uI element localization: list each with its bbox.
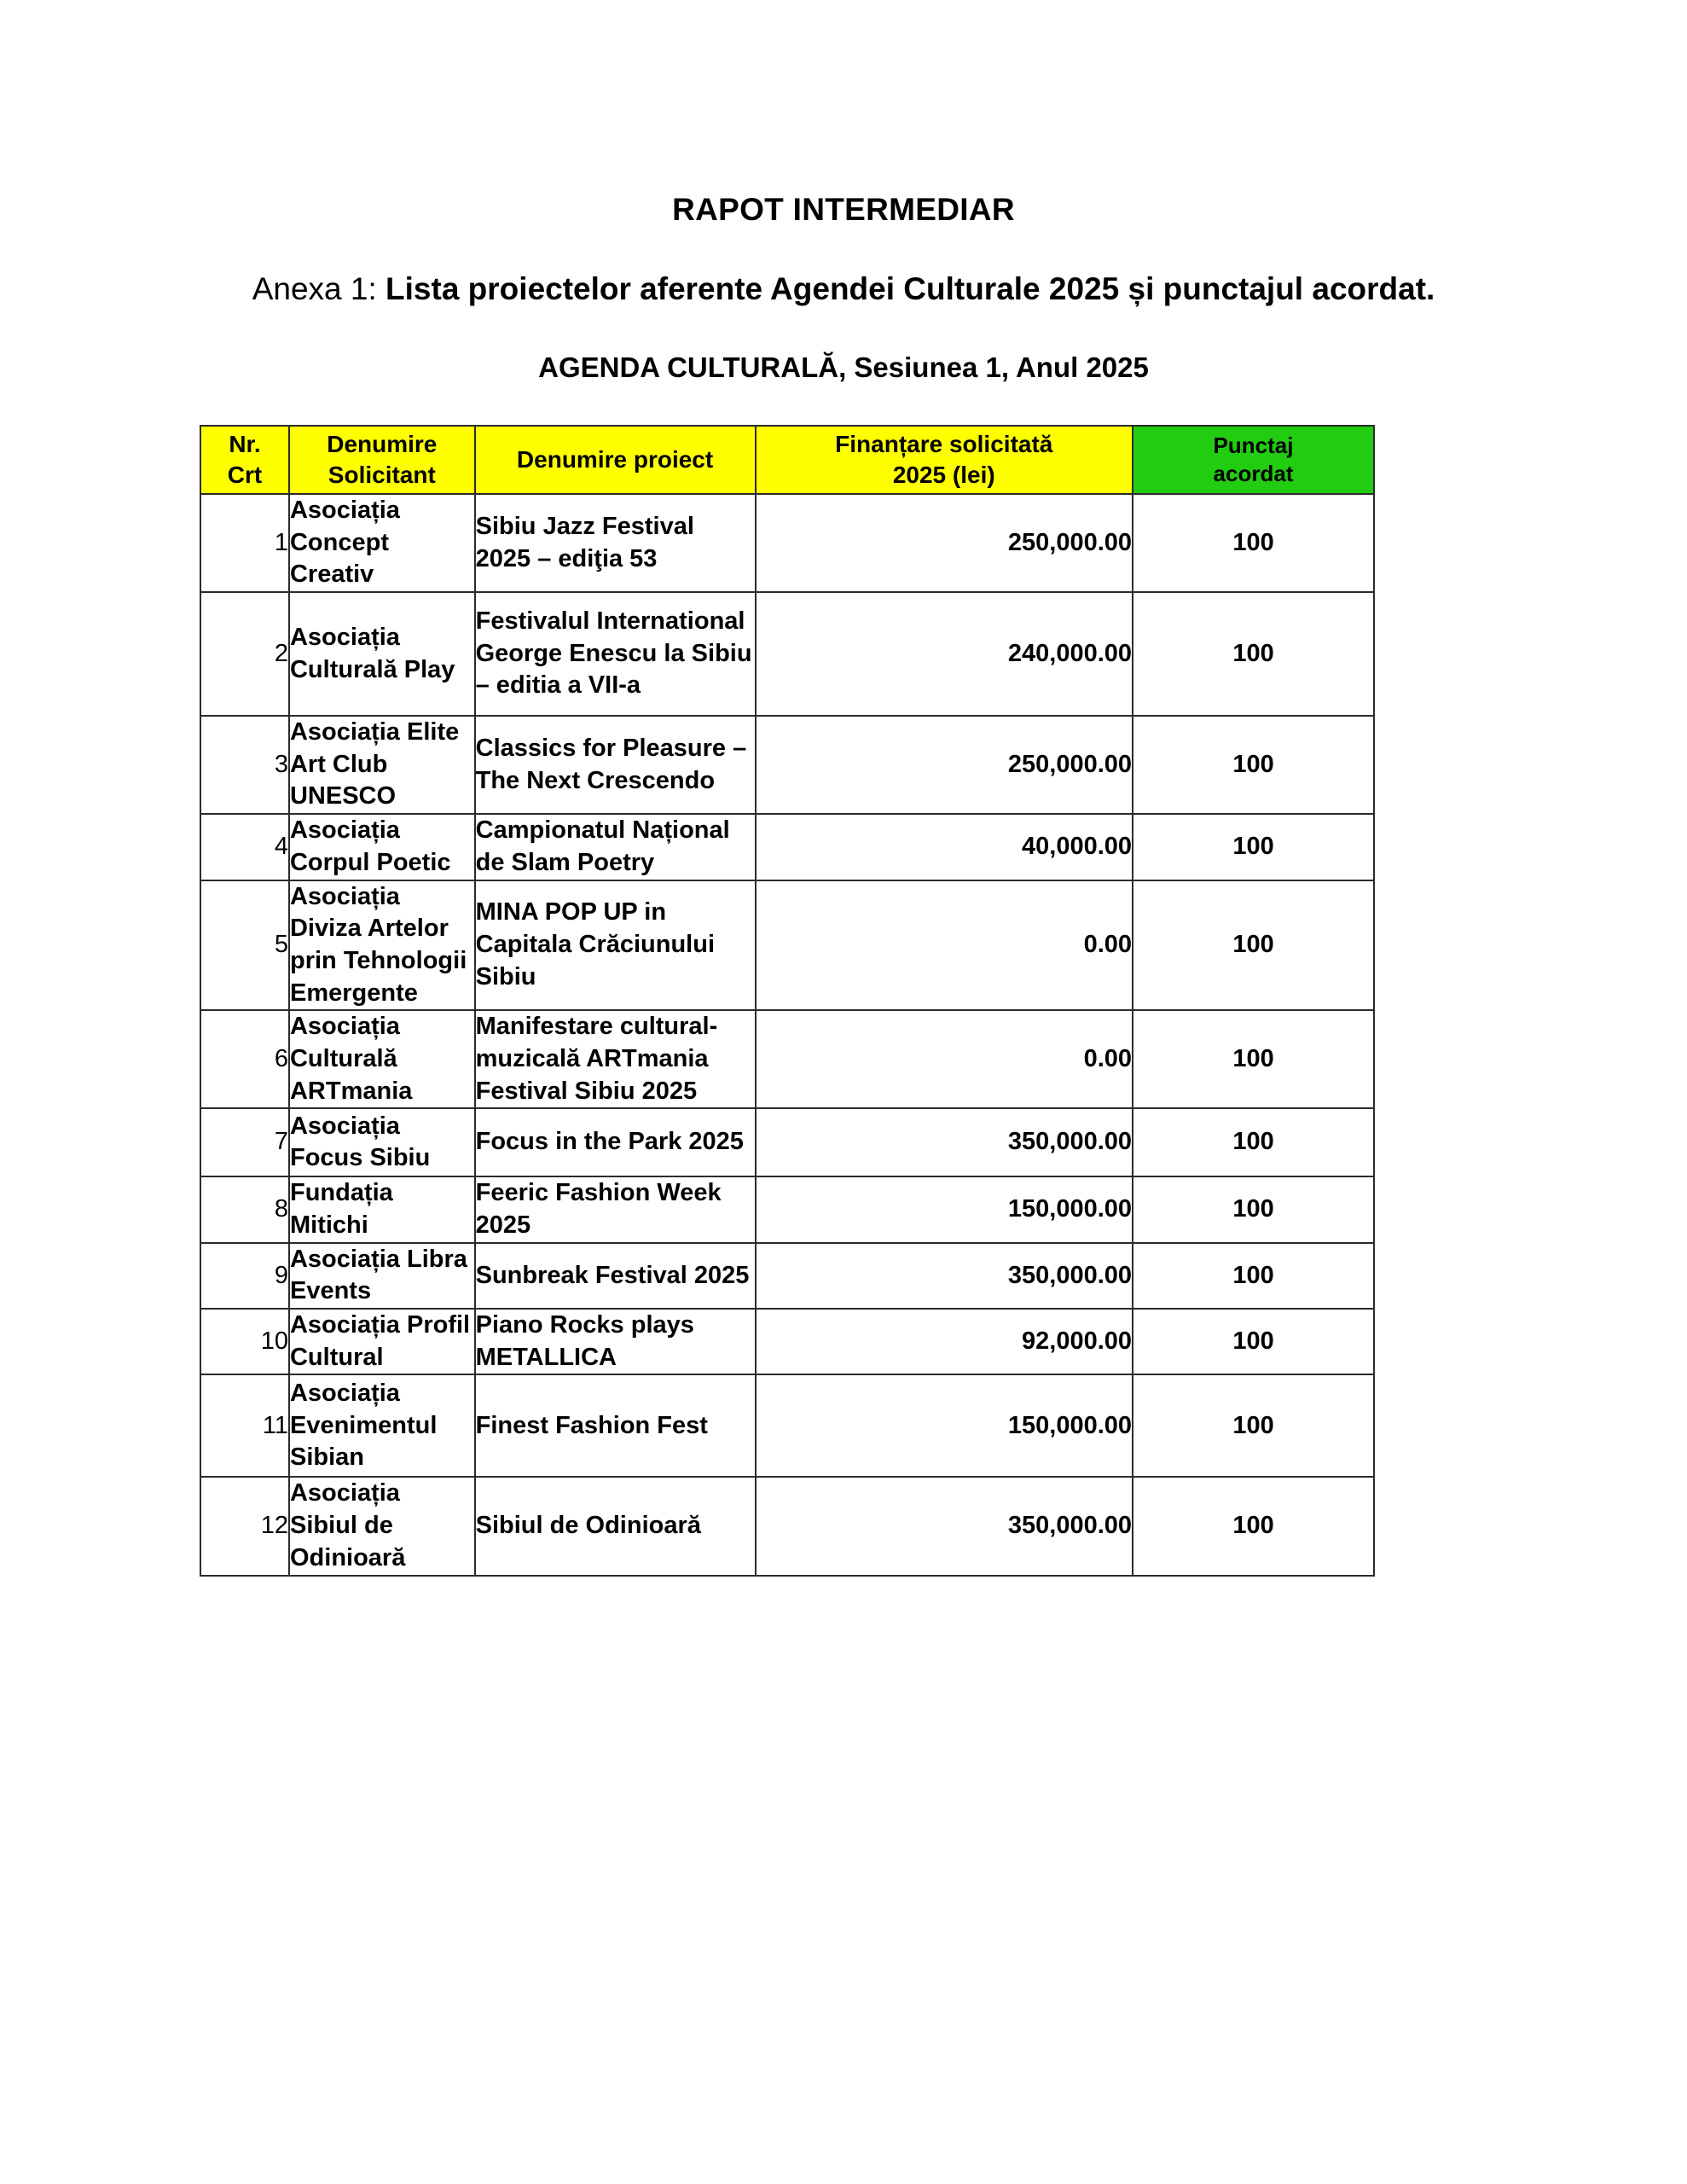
table-header bbox=[200, 426, 1374, 494]
cell-finantare: 350,000.00 bbox=[756, 1477, 1133, 1575]
cell-nr-crt: 12 bbox=[200, 1477, 289, 1575]
cell-finantare: 350,000.00 bbox=[756, 1243, 1133, 1309]
agenda-session-line: AGENDA CULTURALĂ, Sesiunea 1, Anul 2025 bbox=[538, 351, 1149, 383]
cell-finantare: 350,000.00 bbox=[756, 1108, 1133, 1176]
cell-nr-crt: 9 bbox=[200, 1243, 289, 1309]
cell-proiect: Classics for Pleasure – The Next Crescendo bbox=[475, 716, 756, 814]
column-header-nr-crt-line2: Crt bbox=[227, 462, 263, 488]
table-row bbox=[200, 494, 1374, 592]
cell-solicitant: Asociația Culturală Play bbox=[289, 592, 475, 716]
cell-solicitant: Asociația Focus Sibiu bbox=[289, 1108, 475, 1176]
anexa-description: Lista proiectelor aferente Agendei Culturale 2025 și punctajul acordat. bbox=[386, 271, 1435, 306]
cell-punctaj: 100 bbox=[1133, 1243, 1374, 1309]
cell-proiect: Festivalul International George Enescu la Sibiu – editia a VII-a bbox=[475, 592, 756, 716]
table-row bbox=[200, 814, 1374, 880]
cell-proiect: Sunbreak Festival 2025 bbox=[475, 1243, 756, 1309]
cell-solicitant: Asociația Concept Creativ bbox=[289, 494, 475, 592]
column-header-proiect-line1: Denumire proiect bbox=[516, 446, 714, 473]
cell-finantare: 92,000.00 bbox=[756, 1309, 1133, 1374]
cell-proiect: Sibiu Jazz Festival 2025 – ediţia 53 bbox=[475, 494, 756, 592]
cell-finantare: 0.00 bbox=[756, 880, 1133, 1011]
cell-punctaj: 100 bbox=[1133, 494, 1374, 592]
table-row bbox=[200, 1176, 1374, 1242]
column-header-solicitant bbox=[289, 426, 475, 494]
table-row bbox=[200, 1010, 1374, 1108]
column-header-punctaj-line1: Punctaj bbox=[1213, 432, 1294, 458]
cell-punctaj: 100 bbox=[1133, 1374, 1374, 1477]
cell-punctaj: 100 bbox=[1133, 1309, 1374, 1374]
cell-proiect: Feeric Fashion Week 2025 bbox=[475, 1176, 756, 1242]
projects-table-wrap bbox=[200, 425, 1375, 1577]
cell-finantare: 250,000.00 bbox=[756, 716, 1133, 814]
cell-nr-crt: 6 bbox=[200, 1010, 289, 1108]
table-header-row bbox=[200, 426, 1374, 494]
cell-proiect: Focus in the Park 2025 bbox=[475, 1108, 756, 1176]
anexa-prefix: Anexa 1: bbox=[252, 271, 386, 306]
cell-solicitant: Asociația Sibiul de Odinioară bbox=[289, 1477, 475, 1575]
cell-solicitant: Asociația Libra Events bbox=[289, 1243, 475, 1309]
column-header-punctaj bbox=[1133, 426, 1374, 494]
table-row bbox=[200, 716, 1374, 814]
cell-finantare: 150,000.00 bbox=[756, 1374, 1133, 1477]
table-row bbox=[200, 1108, 1374, 1176]
cell-solicitant: Asociația Evenimentul Sibian bbox=[289, 1374, 475, 1477]
column-header-nr-crt bbox=[200, 426, 289, 494]
cell-solicitant: Asociația Culturală ARTmania bbox=[289, 1010, 475, 1108]
cell-solicitant: Asociația Elite Art Club UNESCO bbox=[289, 716, 475, 814]
cell-solicitant: Fundația Mitichi bbox=[289, 1176, 475, 1242]
anexa-subtitle bbox=[0, 271, 1687, 308]
table-body bbox=[200, 494, 1374, 1576]
cell-punctaj: 100 bbox=[1133, 1477, 1374, 1575]
document-title: RAPOT INTERMEDIAR bbox=[672, 192, 1015, 227]
column-header-finantare-line1: Finanțare solicitată bbox=[835, 431, 1053, 458]
cell-proiect: Manifestare cultural-muzicală ARTmania Festival Sibiu 2025 bbox=[475, 1010, 756, 1108]
cell-finantare: 240,000.00 bbox=[756, 592, 1133, 716]
cell-nr-crt: 10 bbox=[200, 1309, 289, 1374]
cell-nr-crt: 8 bbox=[200, 1176, 289, 1242]
cell-punctaj: 100 bbox=[1133, 814, 1374, 880]
cell-nr-crt: 2 bbox=[200, 592, 289, 716]
cell-punctaj: 100 bbox=[1133, 1010, 1374, 1108]
cell-nr-crt: 5 bbox=[200, 880, 289, 1011]
column-header-proiect bbox=[475, 426, 756, 494]
cell-nr-crt: 1 bbox=[200, 494, 289, 592]
table-row bbox=[200, 1243, 1374, 1309]
column-header-punctaj-line2: acordat bbox=[1213, 461, 1294, 486]
cell-finantare: 150,000.00 bbox=[756, 1176, 1133, 1242]
cell-proiect: Finest Fashion Fest bbox=[475, 1374, 756, 1477]
table-row bbox=[200, 1374, 1374, 1477]
cell-punctaj: 100 bbox=[1133, 592, 1374, 716]
cell-proiect: Piano Rocks plays METALLICA bbox=[475, 1309, 756, 1374]
cell-finantare: 40,000.00 bbox=[756, 814, 1133, 880]
column-header-solicitant-line1: Denumire bbox=[327, 431, 438, 458]
cell-punctaj: 100 bbox=[1133, 880, 1374, 1011]
cell-solicitant: Asociația Profil Cultural bbox=[289, 1309, 475, 1374]
column-header-finantare bbox=[756, 426, 1133, 494]
cell-finantare: 0.00 bbox=[756, 1010, 1133, 1108]
column-header-finantare-line2: 2025 (lei) bbox=[892, 462, 995, 488]
cell-punctaj: 100 bbox=[1133, 1108, 1374, 1176]
cell-nr-crt: 11 bbox=[200, 1374, 289, 1477]
cell-proiect: Campionatul Național de Slam Poetry bbox=[475, 814, 756, 880]
cell-punctaj: 100 bbox=[1133, 716, 1374, 814]
cell-proiect: Sibiul de Odinioară bbox=[475, 1477, 756, 1575]
cell-proiect: MINA POP UP in Capitala Crăciunului Sibiu bbox=[475, 880, 756, 1011]
table-row bbox=[200, 880, 1374, 1011]
cell-finantare: 250,000.00 bbox=[756, 494, 1133, 592]
cell-solicitant: Asociația Corpul Poetic bbox=[289, 814, 475, 880]
cell-nr-crt: 4 bbox=[200, 814, 289, 880]
table-row bbox=[200, 592, 1374, 716]
cell-nr-crt: 7 bbox=[200, 1108, 289, 1176]
cell-punctaj: 100 bbox=[1133, 1176, 1374, 1242]
table-row bbox=[200, 1309, 1374, 1374]
column-header-nr-crt-line1: Nr. bbox=[229, 431, 261, 458]
cell-solicitant: Asociația Diviza Artelor prin Tehnologii Emergente bbox=[289, 880, 475, 1011]
projects-table bbox=[200, 425, 1375, 1577]
column-header-solicitant-line2: Solicitant bbox=[328, 462, 436, 488]
table-row bbox=[200, 1477, 1374, 1575]
cell-nr-crt: 3 bbox=[200, 716, 289, 814]
